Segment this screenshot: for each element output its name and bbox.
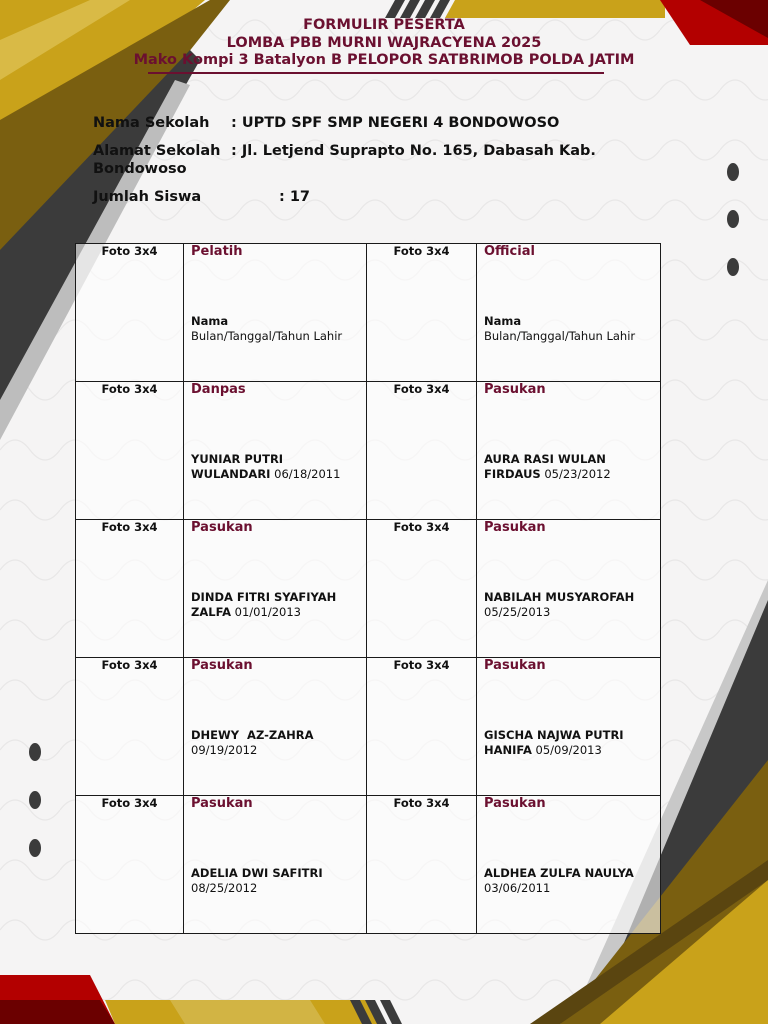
participant-cell: [184, 796, 367, 934]
photo-placeholder: Foto 3x4: [367, 658, 477, 796]
participant-name: Nama: [484, 314, 522, 328]
participant-name: Nama: [191, 314, 229, 328]
student-count-row: [93, 188, 310, 206]
participant-name: DINDA FITRI SYAFIYAH ZALFA: [191, 590, 337, 619]
participant-cell: [184, 382, 367, 520]
participant-birthdate: Bulan/Tanggal/Tahun Lahir: [191, 328, 343, 343]
school-name-row: [93, 114, 559, 132]
photo-placeholder: Foto 3x4: [76, 520, 184, 658]
table-row: [76, 796, 661, 934]
competition-title: LOMBA PBB MURNI WAJRACYENA 2025: [226, 35, 542, 51]
table-row: [76, 658, 661, 796]
table-row: [76, 520, 661, 658]
role-label: Pasukan: [191, 796, 253, 811]
photo-placeholder: Foto 3x4: [76, 658, 184, 796]
participant-cell: [477, 658, 661, 796]
participant-birthdate: 05/09/2013: [535, 742, 602, 757]
form-title: FORMULIR PESERTA: [303, 17, 465, 33]
participant-name: GISCHA NAJWA PUTRI HANIFA: [484, 728, 624, 757]
role-label: Pasukan: [484, 658, 546, 673]
participant-name: NABILAH MUSYAROFAH: [484, 590, 635, 604]
participant-name: ADELIA DWI SAFITRI: [191, 866, 323, 880]
school-name-label: Nama Sekolah: [93, 115, 210, 131]
student-count-value: : 17: [279, 189, 311, 205]
participant-birthdate: 08/25/2012: [191, 880, 258, 895]
photo-placeholder: Foto 3x4: [367, 244, 477, 382]
participant-cell: [477, 796, 661, 934]
participant-details: [191, 314, 362, 343]
participant-birthdate: 06/18/2011: [274, 466, 341, 481]
participant-cell: [477, 520, 661, 658]
participant-birthdate: 09/19/2012: [191, 742, 258, 757]
school-address-row: [93, 142, 653, 178]
role-label: Pasukan: [484, 520, 546, 535]
participant-details: [191, 866, 362, 895]
participant-details: [484, 314, 656, 343]
participant-details: [484, 452, 656, 481]
role-label: Official: [484, 244, 535, 259]
photo-placeholder: Foto 3x4: [76, 382, 184, 520]
photo-placeholder: Foto 3x4: [76, 244, 184, 382]
school-name-value: : UPTD SPF SMP NEGERI 4 BONDOWOSO: [231, 115, 560, 131]
participant-cell: [184, 520, 367, 658]
photo-placeholder: Foto 3x4: [367, 796, 477, 934]
participant-birthdate: 05/25/2013: [484, 604, 551, 619]
school-address-value: : Jl. Letjend Suprapto No. 165, Dabasah Kab. Bondowoso: [93, 143, 596, 177]
participant-details: [191, 590, 362, 619]
participant-name: YUNIAR PUTRI WULANDARI: [191, 452, 284, 481]
venue-title: Mako Kompi 3 Batalyon B PELOPOR SATBRIMOB POLDA JATIM: [133, 52, 635, 68]
table-row: [76, 244, 661, 382]
participant-birthdate: 03/06/2011: [484, 880, 551, 895]
photo-placeholder: Foto 3x4: [76, 796, 184, 934]
participant-birthdate: 05/23/2012: [544, 466, 611, 481]
role-label: Pasukan: [191, 520, 253, 535]
photo-placeholder: Foto 3x4: [367, 520, 477, 658]
participant-details: [484, 866, 656, 895]
participant-details: [484, 590, 656, 619]
participant-name: DHEWY AZ-ZAHRA: [191, 728, 314, 742]
participant-details: [484, 728, 656, 757]
title-underline: [148, 72, 604, 74]
table-row: [76, 382, 661, 520]
participant-cell: [477, 382, 661, 520]
participant-birthdate: 01/01/2013: [234, 604, 301, 619]
role-label: Pasukan: [484, 796, 546, 811]
participant-cell: [184, 658, 367, 796]
participant-cell: [184, 244, 367, 382]
participant-name: AURA RASI WULAN FIRDAUS: [484, 452, 606, 481]
participant-table: [75, 243, 661, 934]
participant-details: [191, 728, 362, 757]
participant-name: ALDHEA ZULFA NAULYA: [484, 866, 634, 880]
student-count-label: Jumlah Siswa: [93, 189, 202, 205]
participant-birthdate: Bulan/Tanggal/Tahun Lahir: [484, 328, 636, 343]
role-label: Danpas: [191, 382, 246, 397]
participant-cell: [477, 244, 661, 382]
photo-placeholder: Foto 3x4: [367, 382, 477, 520]
participant-details: [191, 452, 362, 481]
role-label: Pasukan: [484, 382, 546, 397]
school-address-label: Alamat Sekolah: [93, 143, 221, 159]
role-label: Pelatih: [191, 244, 243, 259]
role-label: Pasukan: [191, 658, 253, 673]
